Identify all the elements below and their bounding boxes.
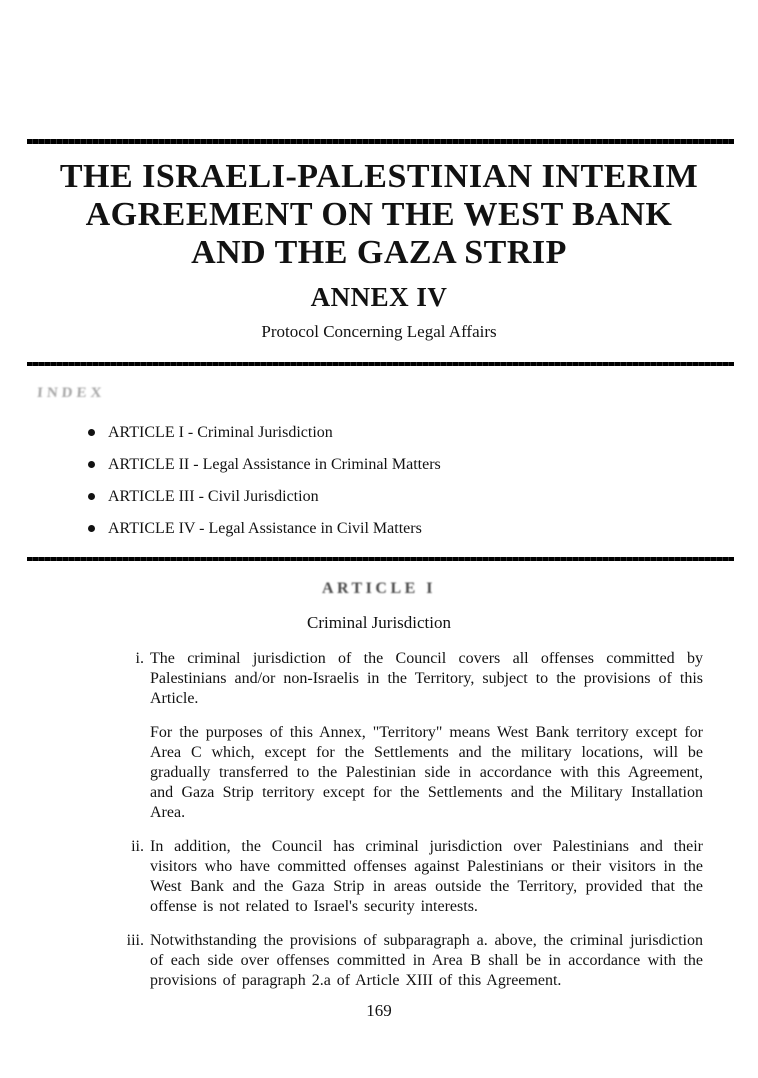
paragraph-text: For the purposes of this Annex, "Territory" means West Bank territory except for Area C which, except for the Settlements and the military locations, will be gradually transferred to the Palestinian side in accordance with this Agreement, and Gaza Strip territory except for the Settlements and the Military Installation Area.: [150, 724, 703, 821]
page-number: 169: [366, 1001, 392, 1020]
paragraph-text: In addition, the Council has criminal jurisdiction over Palestinians and their visitors who have committed offenses against Palestinians or their visitors in the West Bank and the Gaza Strip in areas outside the Territory, provided that the offense is not related to Israel's security interests.: [150, 838, 703, 915]
index-list: [88, 422, 441, 550]
document-title-line-3: AND THE GAZA STRIP: [191, 234, 567, 271]
paragraph-i-continuation: [150, 723, 703, 823]
bullet-icon: [88, 525, 95, 532]
article-heading: ARTICLE I: [321, 580, 437, 597]
bullet-icon: [88, 461, 95, 468]
horizontal-rule-middle: [27, 362, 734, 366]
bullet-icon: [88, 493, 95, 500]
index-item: [88, 422, 441, 443]
horizontal-rule-top: [27, 139, 734, 144]
paragraph-text: Notwithstanding the provisions of subparagraph a. above, the criminal jurisdiction of each side over offenses committed in Area B shall be in accordance with the provisions of paragraph 2.a of Article XIII of this Agreement.: [150, 932, 703, 989]
document-title: [0, 158, 758, 272]
paragraph-ii: [131, 837, 703, 917]
index-item-label: ARTICLE II - Legal Assistance in Criminal Matters: [108, 456, 441, 473]
article-subheading: Criminal Jurisdiction: [306, 613, 452, 632]
paragraph-iii: [126, 931, 703, 991]
bullet-icon: [88, 429, 95, 436]
index-item: [88, 486, 441, 507]
paragraph-marker: iii.: [126, 932, 144, 949]
annex-heading: ANNEX IV: [310, 282, 448, 312]
index-heading: INDEX: [36, 385, 106, 401]
document-title-line-1: THE ISRAELI-PALESTINIAN INTERIM: [59, 158, 699, 195]
document-title-line-2: AGREEMENT ON THE WEST BANK: [85, 196, 673, 233]
document-subtitle: Protocol Concerning Legal Affairs: [261, 322, 497, 341]
horizontal-rule-lower: [27, 557, 734, 561]
index-item-label: ARTICLE I - Criminal Jurisdiction: [108, 424, 333, 441]
article-body: [126, 649, 703, 1000]
paragraph-marker: i.: [135, 650, 144, 667]
paragraph-text: The criminal jurisdiction of the Council covers all offenses committed by Palestinians and/or non-Israelis in the Territory, subject to the provisions of this Article.: [150, 650, 703, 707]
index-item-label: ARTICLE IV - Legal Assistance in Civil Matters: [108, 520, 422, 537]
paragraph-marker: ii.: [131, 838, 144, 855]
index-item: [88, 454, 441, 475]
index-item-label: ARTICLE III - Civil Jurisdiction: [108, 488, 319, 505]
index-item: [88, 518, 441, 539]
paragraph-i: [135, 649, 703, 709]
